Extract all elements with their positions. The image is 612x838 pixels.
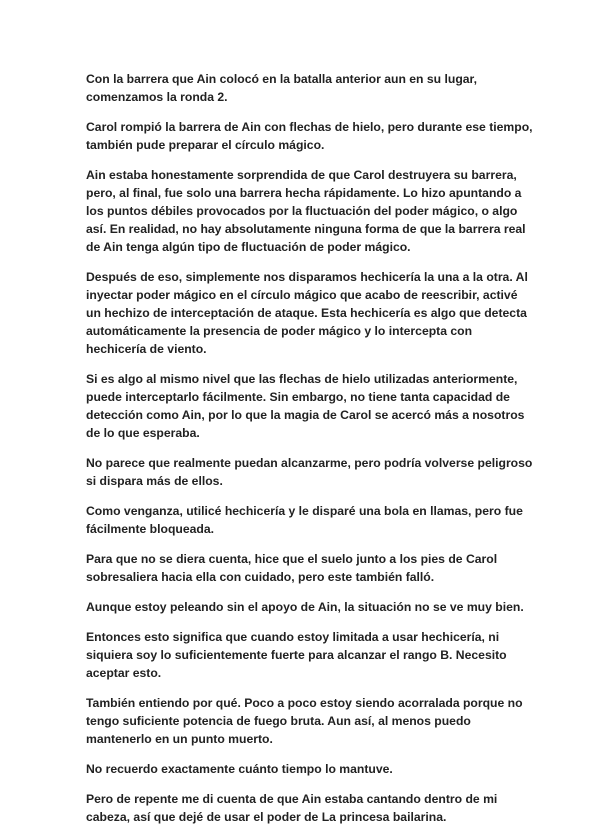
paragraph: No recuerdo exactamente cuánto tiempo lo mantuve. — [86, 762, 393, 776]
paragraph: No parece que realmente puedan alcanzarme, pero podría volverse peligroso si dispara más de ellos. — [86, 456, 533, 488]
paragraph: Entonces esto significa que cuando estoy limitada a usar hechicería, ni siquiera soy lo suficientemente fuerte para alcanzar el rango B. Necesito aceptar esto. — [86, 630, 507, 680]
paragraph: Ain estaba honestamente sorprendida de que Carol destruyera su barrera, pero, al final, fue solo una barrera hecha rápidamente. Lo hizo apuntando a los puntos débiles provocados por la fluctuación del poder mágico, o algo así. En realidad, no hay absolutamente ninguna forma de que la barrera real de Ain tenga algún tipo de fluctuación de poder mágico. — [86, 168, 526, 254]
paragraph: Para que no se diera cuenta, hice que el suelo junto a los pies de Carol sobresaliera hacia ella con cuidado, pero este también falló. — [86, 552, 498, 584]
paragraph: Pero de repente me di cuenta de que Ain estaba cantando dentro de mi cabeza, así que dejé de usar el poder de La princesa bailarina. — [86, 792, 498, 824]
paragraph: Después de eso, simplemente nos disparamos hechicería la una a la otra. Al inyectar poder mágico en el círculo mágico que acabo de reescribir, activé un hechizo de interceptación de ataque. Esta hechicería es algo que detecta automáticamente la presencia de poder mágico y lo intercepta con hechicería de viento. — [86, 270, 528, 356]
paragraph: Como venganza, utilicé hechicería y le disparé una bola en llamas, pero fue fácilmente bloqueada. — [86, 504, 523, 536]
paragraph: Con la barrera que Ain colocó en la batalla anterior aun en su lugar, comenzamos la ronda 2. — [86, 72, 477, 104]
paragraph: Aunque estoy peleando sin el apoyo de Ain, la situación no se ve muy bien. — [86, 600, 524, 614]
paragraph: Carol rompió la barrera de Ain con flechas de hielo, pero durante ese tiempo, también pude preparar el círculo mágico. — [86, 120, 533, 152]
document-body — [86, 70, 534, 838]
paragraph: También entiendo por qué. Poco a poco estoy siendo acorralada porque no tengo suficiente potencia de fuego bruta. Aun así, al menos puedo mantenerlo en un punto muerto. — [86, 696, 523, 746]
paragraph: Si es algo al mismo nivel que las flechas de hielo utilizadas anteriormente, puede interceptarlo fácilmente. Sin embargo, no tiene tanta capacidad de detección como Ain, por lo que la magia de Carol se acercó más a nosotros de lo que esperaba. — [86, 372, 525, 440]
